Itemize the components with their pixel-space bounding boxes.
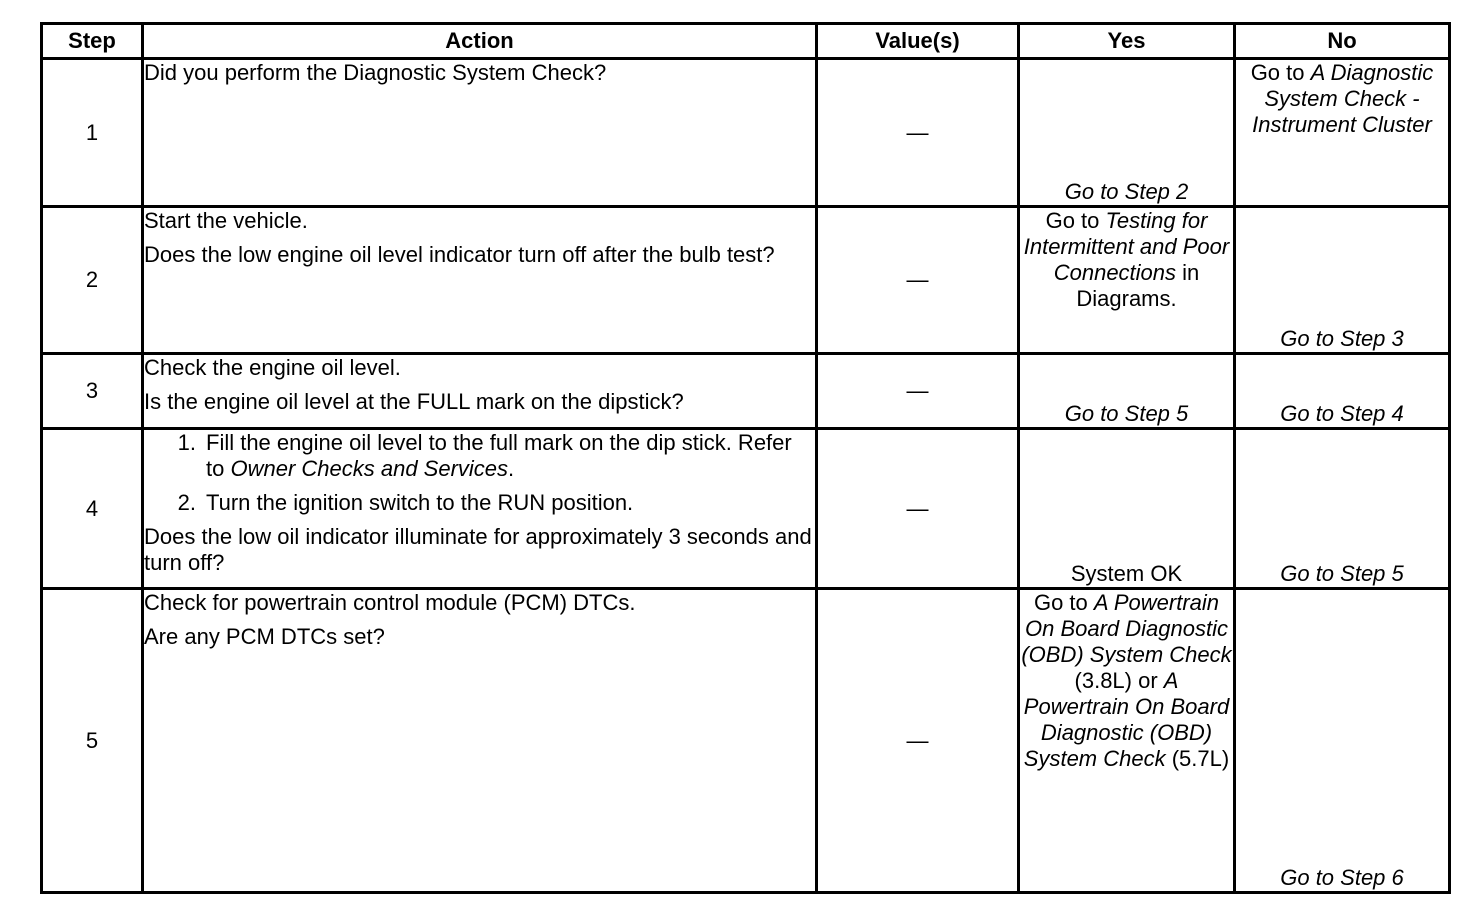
list-text: Turn the ignition switch to the RUN position. — [206, 490, 634, 515]
yes-link-2[interactable]: A Powertrain On Board Diagnostic (OBD) System Check — [1023, 668, 1230, 771]
list-number: 1. — [177, 430, 196, 455]
yes-link[interactable]: A Powertrain On Board Diagnostic (OBD) System Check — [1021, 590, 1232, 667]
yes-middle: (3.8L) or — [1074, 668, 1164, 693]
yes-cell — [1019, 207, 1235, 354]
list-text-main: Fill the engine oil level to the full mark on the dip stick. Refer to — [206, 430, 792, 481]
yes-link[interactable]: Testing for Intermittent and Poor Connections — [1023, 208, 1230, 285]
action-cell — [143, 207, 817, 354]
reference-link[interactable]: Owner Checks and Services — [230, 456, 509, 481]
value-cell: — — [817, 207, 1019, 354]
no-cell — [1235, 354, 1450, 429]
table-row — [42, 589, 1450, 893]
action-question: Does the low engine oil level indicator turn off after the bulb test? — [144, 242, 775, 267]
action-text: Start the vehicle. — [144, 208, 308, 233]
no-link[interactable]: A Diagnostic System Check - Instrument Cluster — [1252, 60, 1434, 137]
header-action: Action — [143, 24, 817, 59]
action-cell — [143, 589, 817, 893]
action-text: Did you perform the Diagnostic System Check? — [144, 60, 607, 85]
no-prefix: Go to — [1280, 401, 1341, 426]
yes-prefix: Go to — [1064, 179, 1125, 204]
step-number: 3 — [42, 354, 143, 429]
action-cell — [143, 354, 817, 429]
yes-suffix: in Diagrams. — [1076, 260, 1200, 311]
header-yes: Yes — [1019, 24, 1235, 59]
step-number: 5 — [42, 589, 143, 893]
table-row — [42, 429, 1450, 589]
yes-cell — [1019, 589, 1235, 893]
action-text: Check the engine oil level. — [144, 355, 401, 380]
value-cell: — — [817, 59, 1019, 207]
header-step: Step — [42, 24, 143, 59]
no-cell — [1235, 59, 1450, 207]
yes-cell — [1019, 354, 1235, 429]
action-cell — [143, 429, 817, 589]
yes-suffix: (5.7L) — [1165, 746, 1230, 771]
no-link[interactable]: Step 6 — [1340, 865, 1404, 890]
header-values: Value(s) — [817, 24, 1019, 59]
list-item — [144, 430, 815, 482]
table-row — [42, 354, 1450, 429]
no-cell — [1235, 207, 1450, 354]
yes-link[interactable]: Step 5 — [1124, 401, 1189, 426]
no-cell — [1235, 429, 1450, 589]
table-row — [42, 207, 1450, 354]
yes-prefix: Go to — [1033, 590, 1094, 615]
yes-cell — [1019, 59, 1235, 207]
step-number: 2 — [42, 207, 143, 354]
action-text: Check for powertrain control module (PCM) DTCs. — [144, 590, 636, 615]
list-text — [206, 430, 815, 482]
no-prefix: Go to — [1280, 326, 1341, 351]
table-row — [42, 59, 1450, 207]
step-number: 4 — [42, 429, 143, 589]
diagnostic-table — [40, 22, 1451, 894]
action-question: Is the engine oil level at the FULL mark on the dipstick? — [144, 389, 684, 414]
action-question: Are any PCM DTCs set? — [144, 624, 385, 649]
no-link[interactable]: Step 3 — [1340, 326, 1404, 351]
yes-prefix: Go to — [1045, 208, 1106, 233]
action-question: Does the low oil indicator illuminate for approximately 3 seconds and turn off? — [144, 524, 812, 575]
no-prefix: Go to — [1280, 865, 1341, 890]
no-link[interactable]: Step 5 — [1340, 561, 1404, 586]
yes-cell: System OK — [1019, 429, 1235, 589]
yes-link[interactable]: Step 2 — [1124, 179, 1189, 204]
no-cell — [1235, 589, 1450, 893]
header-no: No — [1235, 24, 1450, 59]
value-cell: — — [817, 354, 1019, 429]
header-row — [42, 24, 1450, 59]
list-item — [144, 490, 815, 516]
action-steps-list — [144, 430, 815, 516]
step-number: 1 — [42, 59, 143, 207]
no-prefix: Go to — [1250, 60, 1311, 85]
no-prefix: Go to — [1280, 561, 1341, 586]
value-cell: — — [817, 589, 1019, 893]
no-link[interactable]: Step 4 — [1340, 401, 1404, 426]
action-cell — [143, 59, 817, 207]
value-cell: — — [817, 429, 1019, 589]
list-number: 2. — [177, 490, 196, 515]
yes-prefix: Go to — [1064, 401, 1125, 426]
list-text-end: . — [508, 456, 515, 481]
